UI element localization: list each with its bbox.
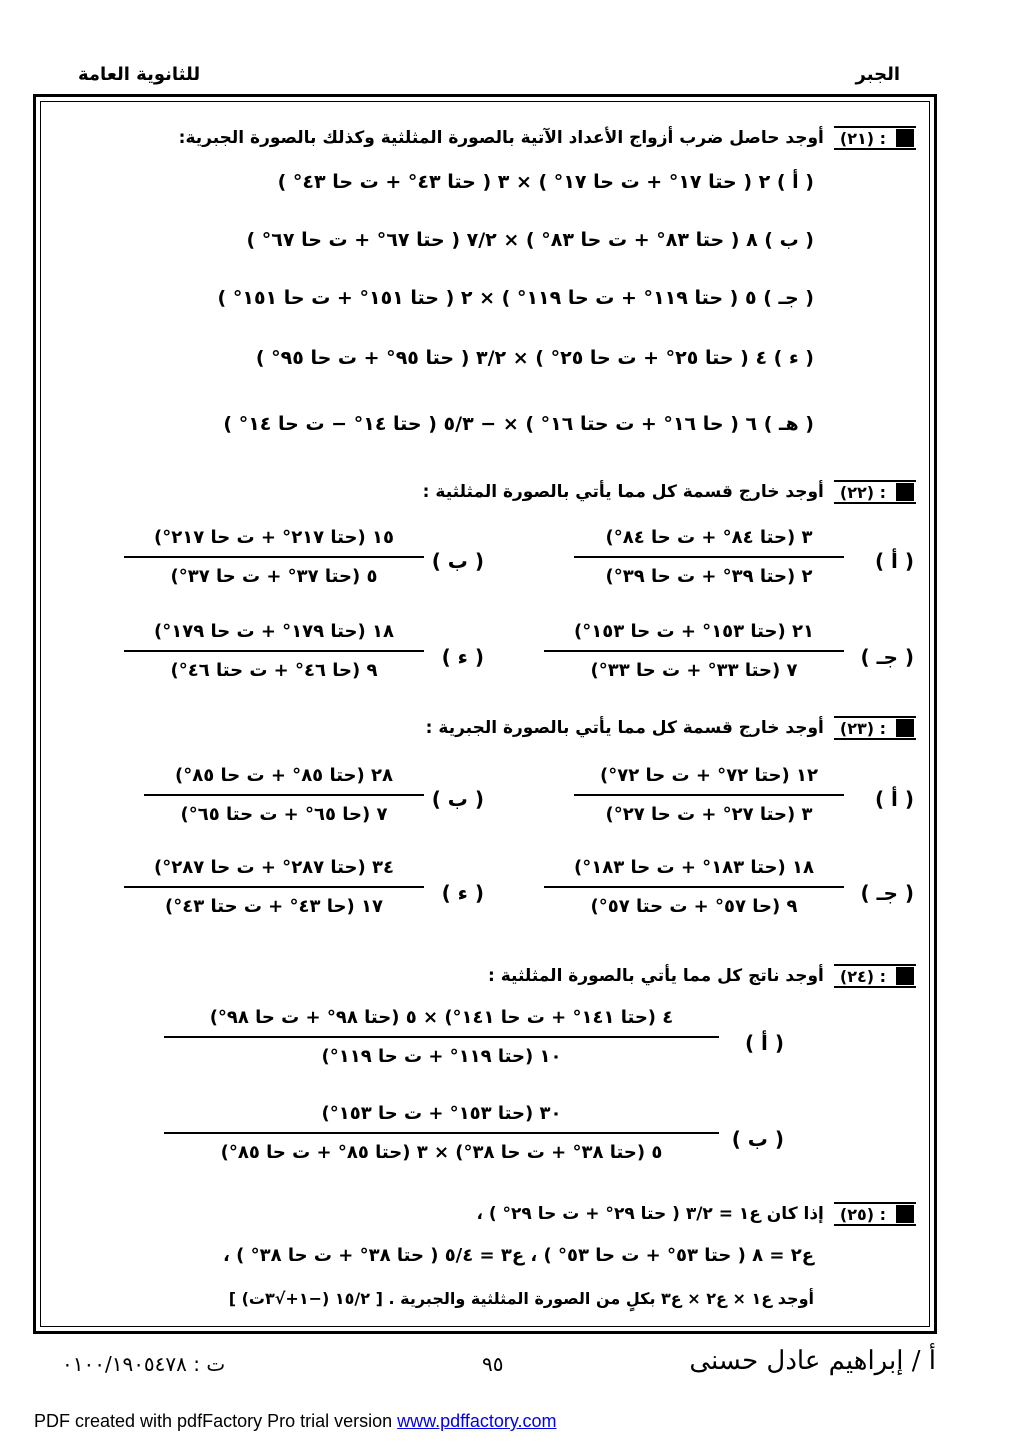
numerator: ٣٤ (حتا ٢٨٧° + ت حا ٢٨٧°): [154, 857, 394, 878]
q22-fraction-c: [544, 621, 844, 681]
denominator: ٧ (حا ٦٥° + ت حتا ٦٥°): [180, 804, 388, 825]
numerator: ٢١ (حتا ١٥٣° + ت حا ١٥٣°): [574, 621, 814, 642]
footer-author: أ / إبراهيم عادل حسنى: [689, 1346, 936, 1376]
square-bullet-icon: [896, 483, 914, 501]
numerator: ٢٨ (حتا ٨٥° + ت حا ٨٥°): [175, 765, 393, 786]
q23-label-c: ( جـ ): [860, 881, 914, 905]
content-frame: [33, 94, 937, 1334]
q23-number: (٢٣) :: [839, 718, 886, 738]
q23-heading: [426, 715, 916, 741]
numerator: ٣٠ (حتا ١٥٣° + ت حا ١٥٣°): [321, 1103, 562, 1124]
q23-title: أوجد خارج قسمة كل مما يأتي بالصورة الجبرية :: [425, 718, 824, 738]
q22-label-d: ( ء ): [441, 645, 484, 669]
q24-title: أوجد ناتج كل مما يأتي بالصورة المثلثية :: [488, 966, 824, 986]
numerator: ١٢ (حتا ٧٢° + ت حا ٧٢°): [600, 765, 818, 786]
header-level: للثانوية العامة: [78, 64, 201, 85]
denominator: ٥ (حتا ٣٧° + ت حا ٣٧°): [170, 566, 378, 587]
q23-label-d: ( ء ): [441, 881, 484, 905]
q21-item-c: ( جـ ) ٥ ( حتا ١١٩° + ت حا ١١٩° ) × ٢ ( حتا ١٥١° + ت حا ١٥١° ): [217, 287, 814, 309]
q23-fraction-b: [144, 765, 424, 825]
denominator: ٥ (حتا ٣٨° + ت حا ٣٨°) × ٣ (حتا ٨٥° + ت حا ٨٥°): [220, 1142, 663, 1163]
q25-number-box: [834, 1202, 916, 1226]
q23-label-a: ( أ ): [874, 787, 914, 811]
q22-label-a: ( أ ): [874, 549, 914, 573]
q23-fraction-c: [544, 857, 844, 917]
pdffactory-link[interactable]: www.pdffactory.com: [397, 1411, 557, 1431]
q22-title: أوجد خارج قسمة كل مما يأتي بالصورة المثلثية :: [422, 482, 824, 502]
denominator: ٧ (حتا ٣٣° + ت حا ٣٣°): [590, 660, 798, 681]
numerator: ١٥ (حتا ٢١٧° + ت حا ٢١٧°): [154, 527, 394, 548]
q25-line1: إذا كان ع١ = ٣/٢ ( حتا ٢٩° + ت حا ٢٩° ) ،: [476, 1204, 824, 1224]
q21-item-d: ( ء ) ٤ ( حتا ٢٥° + ت حا ٢٥° ) × ٣/٢ ( حتا ٩٥° + ت حا ٩٥° ): [255, 347, 814, 369]
q24-fraction-b: [164, 1103, 719, 1163]
q22-label-b: ( ب ): [431, 549, 484, 573]
numerator: ١٨ (حتا ١٨٣° + ت حا ١٨٣°): [574, 857, 814, 878]
q21-number: (٢١) :: [839, 128, 886, 148]
q22-number-box: [834, 480, 916, 504]
denominator: ٣ (حتا ٢٧° + ت حا ٢٧°): [605, 804, 813, 825]
q25-line2: ع٢ = ٨ ( حتا ٥٣° + ت حا ٥٣° ) ، ع٣ = ٥/٤ ( حتا ٣٨° + ت حا ٣٨° ) ،: [223, 1245, 814, 1266]
q22-fraction-d: [124, 621, 424, 681]
q21-item-b: ( ب ) ٨ ( حتا ٨٣° + ت حا ٨٣° ) × ٧/٢ ( حتا ٦٧° + ت حا ٦٧° ): [246, 229, 814, 251]
square-bullet-icon: [896, 967, 914, 985]
square-bullet-icon: [896, 1205, 914, 1223]
denominator: ١٠ (حتا ١١٩° + ت حا ١١٩°): [321, 1046, 562, 1067]
q25-heading: [476, 1201, 916, 1227]
q22-heading: [423, 479, 916, 505]
numerator: ١٨ (حتا ١٧٩° + ت حا ١٧٩°): [154, 621, 394, 642]
q24-label-b: ( ب ): [731, 1127, 784, 1151]
q22-fraction-a: [574, 527, 844, 587]
q24-number-box: [834, 964, 916, 988]
page-number: ٩٥: [482, 1352, 504, 1376]
square-bullet-icon: [896, 719, 914, 737]
q21-item-a: ( أ ) ٢ ( حتا ١٧° + ت حا ١٧° ) × ٣ ( حتا ٤٣° + ت حا ٤٣° ): [277, 171, 814, 193]
denominator: ٢ (حتا ٣٩° + ت حا ٣٩°): [605, 566, 813, 587]
denominator: ٩ (حا ٤٦° + ت حتا ٤٦°): [170, 660, 378, 681]
square-bullet-icon: [896, 129, 914, 147]
q23-label-b: ( ب ): [431, 787, 484, 811]
q22-fraction-b: [124, 527, 424, 587]
header-subject: الجبر: [855, 64, 900, 85]
q21-item-e: ( هـ ) ٦ ( حا ١٦° + ت حتا ١٦° ) × − ٥/٣ ( حتا ١٤° − ت حا ١٤° ): [223, 413, 814, 435]
q25-number: (٢٥) :: [839, 1204, 886, 1224]
footer-phone: ت : ٠١٠٠/١٩٠٥٤٧٨: [62, 1352, 226, 1376]
q24-number: (٢٤) :: [839, 966, 886, 986]
q23-fraction-a: [574, 765, 844, 825]
q21-number-box: [834, 126, 916, 150]
q23-fraction-d: [124, 857, 424, 917]
q23-number-box: [834, 716, 916, 740]
q24-fraction-a: [164, 1007, 719, 1067]
numerator: ٣ (حتا ٨٤° + ت حا ٨٤°): [605, 527, 813, 548]
numerator: ٤ (حتا ١٤١° + ت حا ١٤١°) × ٥ (حتا ٩٨° + ت حا ٩٨°): [209, 1007, 674, 1028]
q21-title: أوجد حاصل ضرب أزواج الأعداد الآتية بالصورة المثلثية وكذلك بالصورة الجبرية:: [178, 128, 824, 148]
denominator: ٩ (حا ٥٧° + ت حتا ٥٧°): [590, 896, 798, 917]
denominator: ١٧ (حا ٤٣° + ت حتا ٤٣°): [164, 896, 383, 917]
pdf-creator-note: [34, 1411, 557, 1432]
q25-line3: أوجد ع١ × ع٢ × ع٣ بكلٍ من الصورة المثلثية والجبرية . [ ١٥/٢ (−١+√٣ت) ]: [228, 1289, 814, 1308]
q22-label-c: ( جـ ): [860, 645, 914, 669]
q24-heading: [488, 963, 916, 989]
q22-number: (٢٢) :: [839, 482, 886, 502]
q21-heading: [179, 125, 916, 151]
q24-label-a: ( أ ): [744, 1031, 784, 1055]
pdf-note-text: PDF created with pdfFactory Pro trial version: [34, 1411, 398, 1431]
